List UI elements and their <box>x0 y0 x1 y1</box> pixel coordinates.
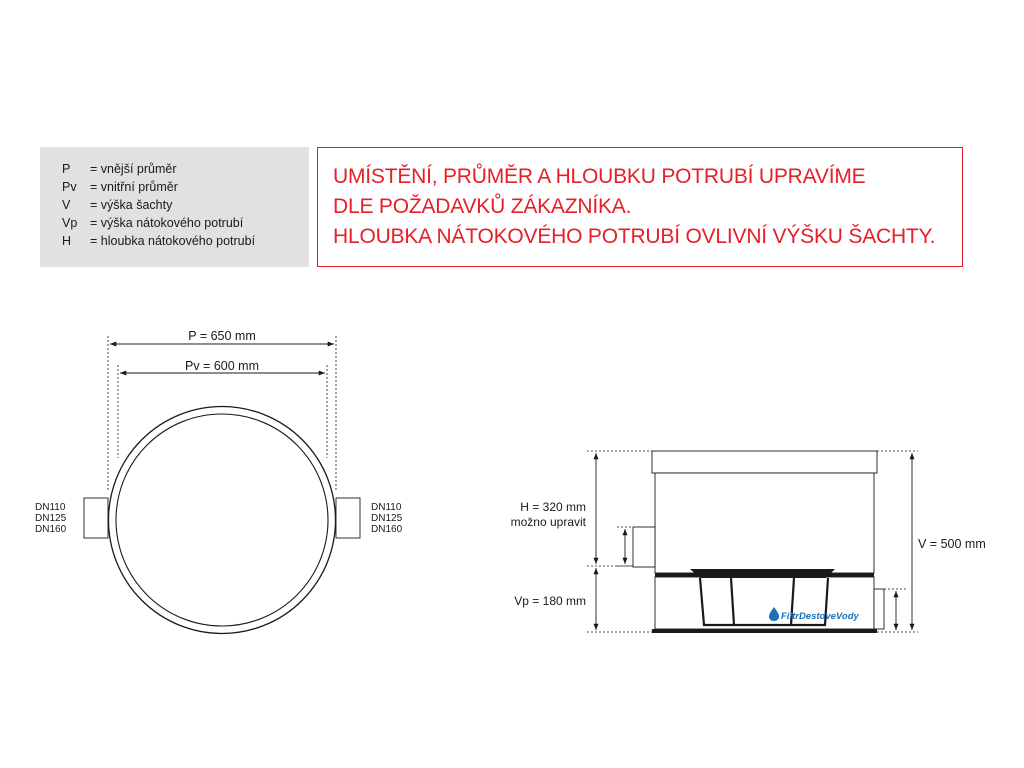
right-pipe-size-3: DN160 <box>371 524 403 535</box>
inner-diameter-label: Pv = 600 mm <box>185 359 259 373</box>
right-pipe-size-2: DN125 <box>371 513 403 524</box>
brand-logo-text: FiltrDestoveVody <box>781 611 859 622</box>
top-view <box>35 329 403 634</box>
legend-symbol: Vp <box>62 216 78 230</box>
left-pipe-size-1: DN110 <box>35 502 66 513</box>
legend-symbol: H <box>62 234 72 248</box>
h-note: možno upravit <box>510 515 586 529</box>
left-pipe-size-2: DN125 <box>35 513 67 524</box>
legend-text: = výška šachty <box>90 198 173 212</box>
shaft-base <box>652 629 877 633</box>
v-label: V = 500 mm <box>918 537 986 551</box>
left-pipe-size-3: DN160 <box>35 524 67 535</box>
shaft-lid <box>652 451 877 473</box>
legend-symbol: Pv <box>62 180 77 194</box>
legend-text: = hloubka nátokového potrubí <box>90 234 256 248</box>
legend-symbol: V <box>62 198 71 212</box>
legend-text: = výška nátokového potrubí <box>90 216 244 230</box>
outer-diameter-label: P = 650 mm <box>188 329 256 343</box>
right-pipe-size-1: DN110 <box>371 502 402 513</box>
shaft-body <box>655 473 874 573</box>
h-label: H = 320 mm <box>520 500 586 514</box>
basket-top <box>690 569 835 578</box>
side-view <box>511 451 986 633</box>
outlet-pipe <box>874 589 884 629</box>
legend-text: = vnitřní průměr <box>90 180 178 194</box>
shaft-outer-wall <box>109 407 336 634</box>
vp-label: Vp = 180 mm <box>514 594 586 608</box>
right-outlet-pipe <box>336 498 360 538</box>
note-line-3: HLOUBKA NÁTOKOVÉHO POTRUBÍ OVLIVNÍ VÝŠKU ŠACHTY. <box>333 225 936 248</box>
inlet-pipe <box>633 527 655 567</box>
legend-symbol: P <box>62 162 71 176</box>
note-line-1: UMÍSTĚNÍ, PRŮMĚR A HLOUBKU POTRUBÍ UPRAVÍME <box>333 165 866 188</box>
left-inlet-pipe <box>84 498 108 538</box>
legend-text: = vnější průměr <box>90 162 177 176</box>
note-line-2: DLE POŽADAVKŮ ZÁKAZNÍKA. <box>333 195 632 218</box>
